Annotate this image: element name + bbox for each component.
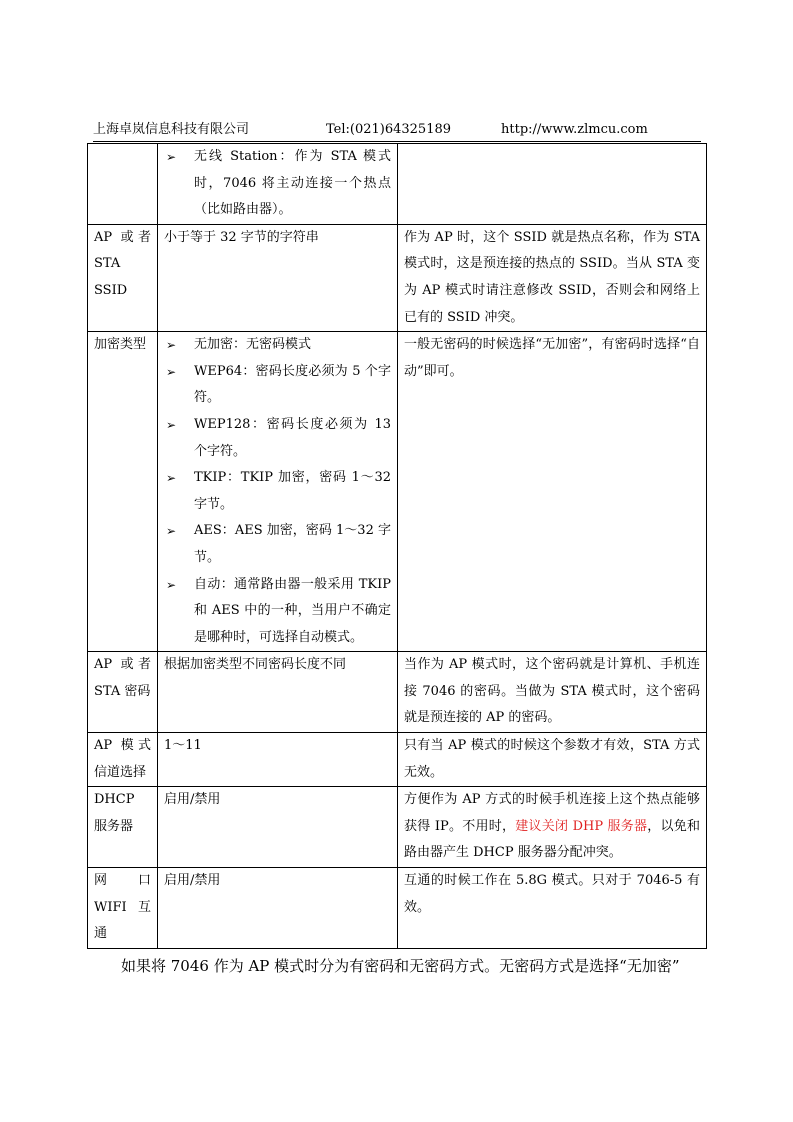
table-row — [88, 868, 707, 949]
param-cell: 网 口 WIFI 互通 — [88, 868, 158, 949]
value-cell: 根据加密类型不同密码长度不同 — [158, 652, 398, 733]
bullet-item: ➢ WEP128：密码长度必须为 13 个字符。 — [164, 412, 391, 465]
value-cell: 启用/禁用 — [158, 787, 398, 868]
desc-cell: 只有当 AP 模式的时候这个参数才有效，STA 方式无效。 — [398, 733, 707, 787]
header-tel: Tel:(021)64325189 — [326, 122, 452, 137]
param-cell: DHCP 服务器 — [88, 787, 158, 868]
value-cell: 小于等于 32 字节的字符串 — [158, 224, 398, 331]
desc-cell: 互通的时候工作在 5.8G 模式。只对于 7046-5 有效。 — [398, 868, 707, 949]
bullet-item: ➢ WEP64：密码长度必须为 5 个字符。 — [164, 359, 391, 412]
table-row — [88, 733, 707, 787]
arrow-right-icon: ➢ — [166, 524, 177, 539]
table-row — [88, 144, 707, 225]
arrow-right-icon: ➢ — [166, 364, 177, 379]
desc-cell: 一般无密码的时候选择“无加密”，有密码时选择“自动”即可。 — [398, 332, 707, 652]
recommendation-text: 建议关闭 DHP 服务器 — [515, 818, 648, 834]
value-cell: 1～11 — [158, 733, 398, 787]
param-cell — [88, 144, 158, 225]
page-header — [93, 121, 701, 142]
param-cell: AP 模式信道选择 — [88, 733, 158, 787]
desc-cell: 方便作为 AP 方式的时候手机连接上这个热点能够获得 IP。不用时，建议关闭 DHP 服务器，以免和路由器产生 DHCP 服务器分配冲突。 — [398, 787, 707, 868]
body-paragraph: 如果将 7046 作为 AP 模式时分为有密码和无密码方式。无密码方式是选择“无加密” — [121, 957, 680, 975]
bullet-item: ➢ 无线 Station：作为 STA 模式时，7046 将主动连接一个热点（比如路由器）。 — [164, 144, 391, 224]
arrow-right-icon: ➢ — [166, 471, 177, 486]
value-cell: 启用/禁用 — [158, 868, 398, 949]
param-cell: 加密类型 — [88, 332, 158, 652]
desc-cell: 作为 AP 时，这个 SSID 就是热点名称，作为 STA 模式时，这是预连接的热点的 SSID。当从 STA 变为 AP 模式时请注意修改 SSID，否则会和网络上已有的 SSID 冲突。 — [398, 224, 707, 331]
arrow-right-icon: ➢ — [166, 417, 177, 432]
bullet-item: ➢ 无加密：无密码模式 — [164, 332, 391, 359]
desc-cell — [398, 144, 707, 225]
desc-cell: 当作为 AP 模式时，这个密码就是计算机、手机连接 7046 的密码。当做为 STA 模式时，这个密码就是预连接的 AP 的密码。 — [398, 652, 707, 733]
arrow-right-icon: ➢ — [166, 338, 177, 353]
bullet-item: ➢ AES：AES 加密，密码 1～32 字节。 — [164, 518, 391, 571]
bullet-item: ➢ TKIP：TKIP 加密，密码 1～32 字节。 — [164, 465, 391, 518]
arrow-right-icon: ➢ — [166, 577, 177, 592]
table-row — [88, 332, 707, 652]
bullet-item: ➢ 自动：通常路由器一般采用 TKIP 和 AES 中的一种，当用户不确定是哪种时，可选择自动模式。 — [164, 572, 391, 652]
table-row — [88, 224, 707, 331]
table-row — [88, 652, 707, 733]
arrow-right-icon: ➢ — [166, 150, 177, 164]
param-cell: AP 或者 STA 密码 — [88, 652, 158, 733]
value-cell — [158, 332, 398, 652]
header-url[interactable]: http://www.zlmcu.com — [501, 122, 648, 137]
table-row — [88, 787, 707, 868]
spec-table — [87, 143, 707, 949]
param-cell: AP 或者 STA SSID — [88, 224, 158, 331]
value-cell — [158, 144, 398, 225]
header-company: 上海卓岚信息科技有限公司 — [93, 122, 250, 137]
